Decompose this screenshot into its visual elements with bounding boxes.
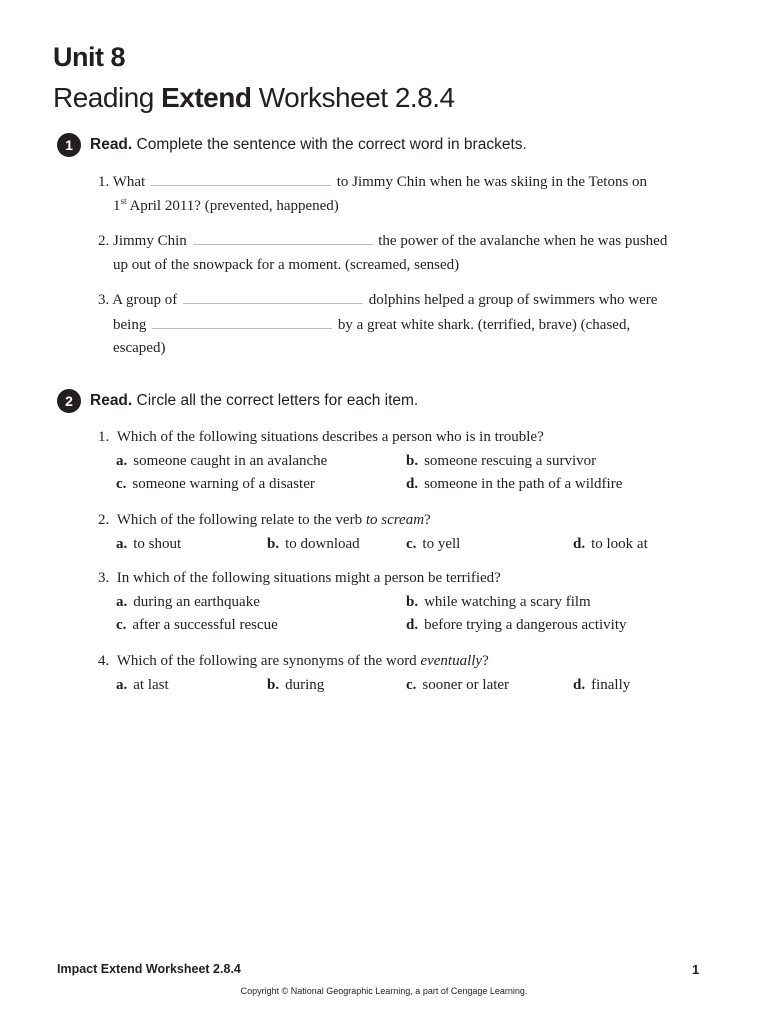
option-text: someone in the path of a wildfire <box>424 476 623 492</box>
question-number: 1. <box>98 429 110 445</box>
option-letter: d. <box>406 476 419 492</box>
item-text: up out of the snowpack for a moment. (screamed, sensed) <box>113 256 460 273</box>
question-item <box>98 650 698 697</box>
option-text: after a successful rescue <box>132 617 278 633</box>
item-number: 2. <box>98 233 110 249</box>
option-letter: d. <box>573 535 586 552</box>
fill-in-item <box>98 288 698 361</box>
answer-blank[interactable] <box>151 170 331 186</box>
option-text: someone caught in an avalanche <box>133 452 328 469</box>
option-letter: a. <box>116 535 128 552</box>
item-number: 1. <box>98 174 110 190</box>
option-text: at last <box>133 676 169 693</box>
question-number: 3. <box>98 570 110 586</box>
section-number-badge: 2 <box>57 389 81 413</box>
page-number: 1 <box>692 962 700 977</box>
question-emphasis: eventually <box>420 653 483 669</box>
section-2-header <box>57 389 418 413</box>
title-suffix: Worksheet 2.8.4 <box>251 82 455 113</box>
fill-in-item <box>98 170 698 218</box>
title-prefix: Reading <box>53 82 162 113</box>
option-letter: d. <box>573 676 586 693</box>
question-text: Which of the following are synonyms of the word <box>116 653 421 669</box>
answer-option[interactable] <box>406 614 627 638</box>
option-text: before trying a dangerous activity <box>424 617 627 633</box>
answer-blank[interactable] <box>183 288 363 304</box>
item-text: to Jimmy Chin when he was skiing in the Tetons on <box>336 174 648 190</box>
section-instruction: Circle all the correct letters for each item. <box>136 392 419 409</box>
answer-option[interactable] <box>406 450 596 474</box>
answer-option[interactable] <box>267 674 324 698</box>
option-text: to look at <box>591 535 648 552</box>
section-1-header <box>57 133 527 157</box>
option-text: during <box>285 676 325 693</box>
option-letter: c. <box>406 676 417 693</box>
item-text: escaped) <box>113 340 166 356</box>
section-lead: Read. <box>90 392 133 409</box>
item-text: A group of <box>112 292 178 308</box>
section-instruction: Complete the sentence with the correct word in brackets. <box>136 136 527 153</box>
option-text: while watching a scary film <box>424 593 591 610</box>
item-text: 1 <box>113 197 121 214</box>
item-text: being <box>113 316 147 333</box>
question-text: ? <box>482 653 489 669</box>
question-item <box>98 426 698 497</box>
option-text: sooner or later <box>422 676 510 693</box>
question-text: Which of the following relate to the verb <box>116 512 366 528</box>
answer-blank[interactable] <box>152 313 332 329</box>
option-letter: d. <box>406 617 419 633</box>
answer-option[interactable] <box>406 533 460 557</box>
option-text: someone warning of a disaster <box>132 476 315 492</box>
answer-option[interactable] <box>267 533 360 557</box>
answer-option[interactable] <box>116 674 169 698</box>
option-text: finally <box>591 676 631 693</box>
option-letter: a. <box>116 676 128 693</box>
question-text: ? <box>424 512 431 528</box>
option-text: to download <box>285 535 360 552</box>
option-text: to yell <box>422 535 461 552</box>
answer-option[interactable] <box>116 533 181 557</box>
item-text: April 2011? (prevented, happened) <box>126 197 339 214</box>
unit-heading: Unit 8 <box>53 42 126 72</box>
answer-option[interactable] <box>116 591 260 615</box>
item-text: Jimmy Chin <box>113 233 187 249</box>
answer-option[interactable] <box>573 533 648 557</box>
item-text: by a great white shark. (terrified, brave) (chased, <box>337 316 631 333</box>
question-item <box>98 509 698 556</box>
answer-option[interactable] <box>406 591 591 615</box>
footer-title: Impact Extend Worksheet 2.8.4 <box>57 962 241 976</box>
option-letter: b. <box>406 593 419 610</box>
worksheet-title <box>53 82 455 114</box>
option-letter: b. <box>267 535 280 552</box>
answer-blank[interactable] <box>193 229 373 245</box>
item-text: What <box>112 174 146 190</box>
option-letter: a. <box>116 452 128 469</box>
copyright-notice: Copyright © National Geographic Learning, a part of Cengage Learning. <box>240 986 528 996</box>
option-letter: b. <box>406 452 419 469</box>
option-letter: c. <box>116 476 127 492</box>
option-text: someone rescuing a survivor <box>424 452 597 469</box>
superscript: st <box>120 195 127 206</box>
answer-option[interactable] <box>116 450 327 474</box>
title-bold-word: Extend <box>161 82 252 113</box>
question-emphasis: to scream <box>365 512 425 528</box>
question-number: 4. <box>98 653 110 669</box>
option-text: to shout <box>133 535 182 552</box>
option-letter: c. <box>406 535 417 552</box>
question-text: Which of the following situations describes a person who is in trouble? <box>116 429 544 445</box>
question-number: 2. <box>98 512 110 528</box>
fill-in-item <box>98 229 698 277</box>
section-lead: Read. <box>90 136 133 153</box>
question-item <box>98 567 698 638</box>
item-text: dolphins helped a group of swimmers who were <box>368 292 658 308</box>
item-text: the power of the avalanche when he was pushed <box>378 233 668 249</box>
answer-option[interactable] <box>573 674 630 698</box>
item-number: 3. <box>98 292 110 308</box>
option-text: during an earthquake <box>133 593 260 610</box>
option-letter: a. <box>116 593 128 610</box>
option-letter: b. <box>267 676 280 693</box>
answer-option[interactable] <box>116 473 315 497</box>
question-text: In which of the following situations might a person be terrified? <box>116 570 501 586</box>
section-number-badge: 1 <box>57 133 81 157</box>
answer-option[interactable] <box>116 614 278 638</box>
answer-option[interactable] <box>406 473 622 497</box>
option-letter: c. <box>116 617 127 633</box>
answer-option[interactable] <box>406 674 509 698</box>
